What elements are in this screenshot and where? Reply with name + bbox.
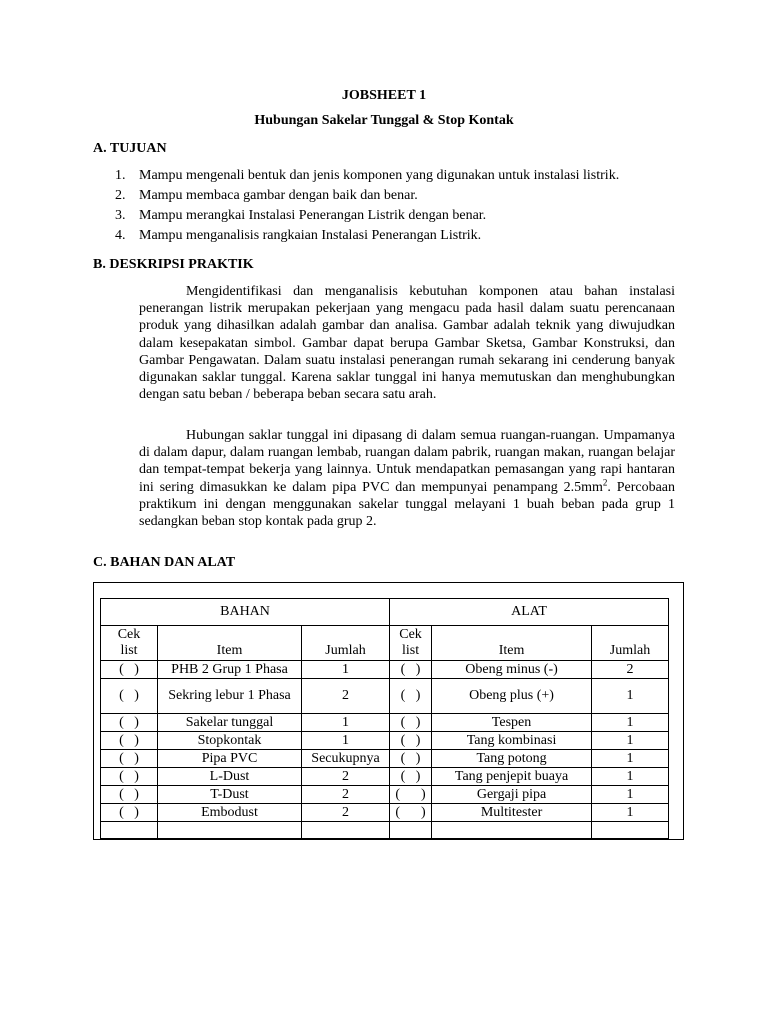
- bahan-item: T-Dust: [158, 786, 302, 804]
- bahan-item: Sekring lebur 1 Phasa: [158, 679, 302, 714]
- bahan-checkbox[interactable]: ( ): [101, 804, 158, 822]
- page-subtitle: Hubungan Sakelar Tunggal & Stop Kontak: [254, 113, 514, 128]
- bahan-checkbox[interactable]: ( ): [101, 768, 158, 786]
- bahan-item: L-Dust: [158, 768, 302, 786]
- bahan-jumlah: 1: [302, 661, 390, 679]
- table-row-empty: [101, 822, 669, 839]
- empty-cell: [390, 822, 432, 839]
- alat-item: Obeng plus (+): [432, 679, 592, 714]
- alat-item: Gergaji pipa: [432, 786, 592, 804]
- bahan-jumlah: 2: [302, 804, 390, 822]
- list-label: list: [401, 643, 420, 658]
- table-row: [101, 661, 669, 679]
- alat-checkbox[interactable]: ( ): [390, 750, 432, 768]
- bahan-checkbox[interactable]: ( ): [101, 679, 158, 714]
- alat-checkbox[interactable]: ( ): [390, 714, 432, 732]
- objective-item: [115, 206, 619, 226]
- description-paragraph-1: [139, 283, 675, 403]
- objective-text: Mampu merangkai Instalasi Penerangan Listrik dengan benar.: [139, 208, 487, 223]
- objective-text: Mampu mengenali bentuk dan jenis komponen yang digunakan untuk instalasi listrik.: [139, 168, 620, 183]
- empty-cell: [302, 822, 390, 839]
- description-paragraph-2: [139, 427, 675, 530]
- bahan-jumlah: 1: [302, 732, 390, 750]
- bahan-jumlah: Secukupnya: [302, 750, 390, 768]
- col-jumlah: Jumlah: [302, 626, 390, 661]
- empty-cell: [158, 822, 302, 839]
- list-label: list: [120, 643, 138, 658]
- alat-jumlah: 1: [592, 732, 669, 750]
- alat-jumlah: 1: [592, 679, 669, 714]
- objective-item: [115, 166, 619, 186]
- superscript: 2: [602, 476, 608, 487]
- empty-cell: [592, 822, 669, 839]
- table-row: [101, 714, 669, 732]
- objectives-list: [115, 166, 619, 246]
- objective-number: 1.: [115, 168, 126, 183]
- alat-checkbox[interactable]: ( ): [390, 661, 432, 679]
- objective-item: [115, 226, 619, 246]
- bahan-jumlah: 2: [302, 768, 390, 786]
- alat-item: Obeng minus (-): [432, 661, 592, 679]
- bahan-checkbox[interactable]: ( ): [101, 750, 158, 768]
- objective-number: 3.: [115, 208, 126, 223]
- alat-jumlah: 1: [592, 786, 669, 804]
- alat-checkbox[interactable]: ( ): [390, 732, 432, 750]
- bahan-jumlah: 2: [302, 786, 390, 804]
- cek-label: Cek: [117, 627, 141, 642]
- alat-jumlah: 1: [592, 804, 669, 822]
- alat-item: Tang potong: [432, 750, 592, 768]
- table-row: [101, 679, 669, 714]
- alat-checkbox[interactable]: ( ): [390, 768, 432, 786]
- paragraph-text: . Percobaan praktikum ini dengan menggunakan sakelar tunggal melayani 1 buah beban pada grup 1 sedangkan beban stop kontak pada grup 2.: [139, 479, 675, 530]
- section-a-heading: A. TUJUAN: [93, 141, 167, 156]
- col-cek-list: [390, 626, 432, 661]
- table-row: [101, 786, 669, 804]
- bahan-jumlah: 1: [302, 714, 390, 732]
- bahan-jumlah: 2: [302, 679, 390, 714]
- bahan-item: Embodust: [158, 804, 302, 822]
- alat-header: ALAT: [390, 599, 669, 626]
- objective-text: Mampu membaca gambar dengan baik dan benar.: [139, 188, 418, 203]
- bahan-header: BAHAN: [101, 599, 390, 626]
- alat-item: Multitester: [432, 804, 592, 822]
- bahan-checkbox[interactable]: ( ): [101, 732, 158, 750]
- bahan-item: Pipa PVC: [158, 750, 302, 768]
- table-column-header: [101, 626, 669, 661]
- alat-checkbox[interactable]: ( ): [390, 786, 432, 804]
- page-title: JOBSHEET 1: [341, 88, 427, 103]
- table-row: [101, 732, 669, 750]
- alat-item: Tespen: [432, 714, 592, 732]
- table-group-header: [101, 599, 669, 626]
- alat-item: Tang penjepit buaya: [432, 768, 592, 786]
- alat-jumlah: 2: [592, 661, 669, 679]
- objective-text: Mampu menganalisis rangkaian Instalasi Penerangan Listrik.: [139, 228, 482, 243]
- table-row: [101, 804, 669, 822]
- alat-item: Tang kombinasi: [432, 732, 592, 750]
- bahan-checkbox[interactable]: ( ): [101, 714, 158, 732]
- bahan-checkbox[interactable]: ( ): [101, 661, 158, 679]
- objective-number: 4.: [115, 228, 126, 243]
- table-row: [101, 768, 669, 786]
- alat-jumlah: 1: [592, 768, 669, 786]
- col-item: Item: [432, 626, 592, 661]
- bahan-item: PHB 2 Grup 1 Phasa: [158, 661, 302, 679]
- alat-checkbox[interactable]: ( ): [390, 679, 432, 714]
- alat-checkbox[interactable]: ( ): [390, 804, 432, 822]
- col-jumlah: Jumlah: [592, 626, 669, 661]
- bahan-checkbox[interactable]: ( ): [101, 786, 158, 804]
- bahan-item: Sakelar tunggal: [158, 714, 302, 732]
- alat-jumlah: 1: [592, 714, 669, 732]
- empty-cell: [432, 822, 592, 839]
- section-b-heading: B. DESKRIPSI PRAKTIK: [93, 257, 254, 272]
- materials-tools-table: [100, 598, 669, 839]
- empty-cell: [101, 822, 158, 839]
- col-cek-list: [101, 626, 158, 661]
- paragraph-text: Hubungan saklar tunggal ini dipasang di dalam semua ruangan-ruangan. Umpamanya di dalam dapur, dalam ruangan lembab, ruangan dalam pabrik, ruangan makan, ruangan belajar dan tempat-tempat bekerja yang lainnya. Untuk mendapatkan pemasangan yang rapi hantaran ini sering dimasukkan ke dalam pipa PVC dan mempunyai penampang 2.5mm: [139, 428, 675, 495]
- bahan-item: Stopkontak: [158, 732, 302, 750]
- cek-label: Cek: [399, 627, 422, 642]
- objective-number: 2.: [115, 188, 126, 203]
- section-c-heading: C. BAHAN DAN ALAT: [93, 555, 236, 570]
- objective-item: [115, 186, 619, 206]
- alat-jumlah: 1: [592, 750, 669, 768]
- col-item: Item: [158, 626, 302, 661]
- table-row: [101, 750, 669, 768]
- paragraph-text: Mengidentifikasi dan menganalisis kebutuhan komponen atau bahan instalasi penerangan listrik merupakan pekerjaan yang mengacu pada hasil dalam suatu perencanaan produk yang dihasilkan adalah gambar dan analisa. Gambar adalah teknik yang diwujudkan dalam kesepakatan simbol. Gambar dapat berupa Gambar Sketsa, Gambar Konstruksi, dan Gambar Pengawatan. Dalam suatu instalasi penerangan rumah sekarang ini cenderung banyak digunakan saklar tunggal. Karena saklar tunggal ini hanya memutuskan dan menghubungkan dengan satu beban / beberapa beban secara satu arah.: [139, 284, 675, 403]
